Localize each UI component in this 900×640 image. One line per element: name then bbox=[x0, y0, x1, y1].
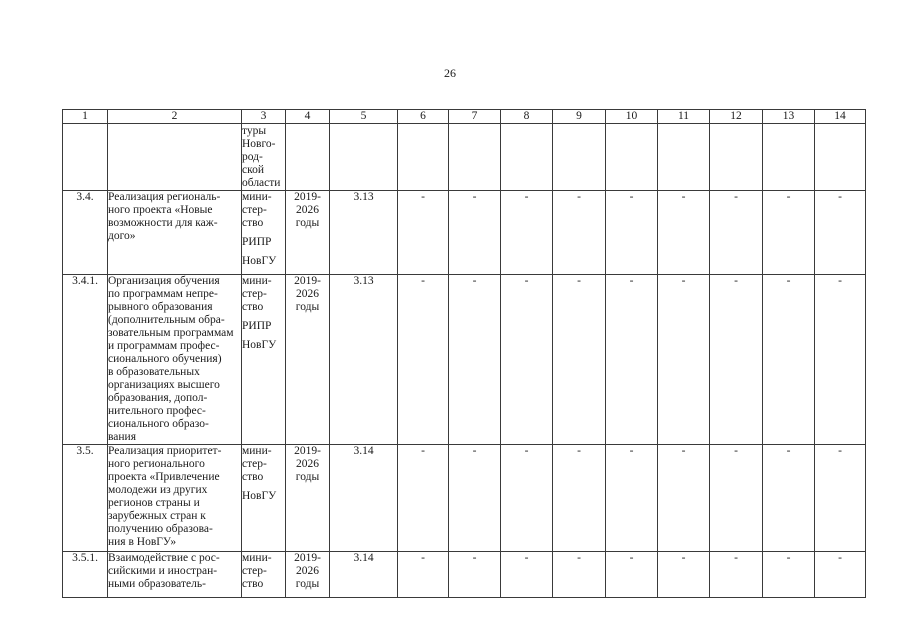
value-cell: - bbox=[815, 191, 866, 275]
empty-cell bbox=[658, 124, 710, 191]
period-line: 2019- bbox=[294, 552, 321, 564]
column-number-row bbox=[63, 110, 866, 124]
activity-name-line: зовательным программам bbox=[108, 327, 234, 339]
activity-name-line: получению образова- bbox=[108, 523, 213, 535]
period-line: 2026 bbox=[296, 565, 319, 577]
empty-cell bbox=[606, 124, 658, 191]
period-line: 2019- bbox=[294, 445, 321, 457]
value-cell: - bbox=[658, 445, 710, 552]
page-number: 26 bbox=[444, 66, 456, 80]
column-number-cell: 7 bbox=[449, 110, 501, 124]
period-line: годы bbox=[295, 217, 320, 229]
executor-line: РИПР bbox=[242, 320, 272, 332]
value-cell: - bbox=[658, 552, 710, 598]
column-number-cell: 4 bbox=[286, 110, 330, 124]
value-cell: - bbox=[501, 275, 553, 445]
period-cell bbox=[286, 445, 330, 552]
executor-line: ство bbox=[242, 471, 264, 483]
value-cell: - bbox=[763, 275, 815, 445]
value-cell: - bbox=[606, 445, 658, 552]
table-row bbox=[63, 275, 866, 445]
executor-cell bbox=[242, 275, 286, 445]
activity-name-line: ния в НовГУ» bbox=[108, 536, 177, 548]
empty-cell bbox=[330, 124, 398, 191]
activity-name-line: ного проекта «Новые bbox=[108, 204, 213, 216]
continued-text-line: род- bbox=[242, 151, 263, 163]
value-cell: - bbox=[398, 552, 449, 598]
executor-line: ство bbox=[242, 578, 264, 590]
value-cell: - bbox=[553, 275, 606, 445]
activity-name-line: регионов страны и bbox=[108, 497, 200, 509]
continued-text-line: туры bbox=[242, 125, 267, 137]
activity-name-line: Организация обучения bbox=[108, 275, 220, 287]
table-row bbox=[63, 552, 866, 598]
value-cell: - bbox=[815, 275, 866, 445]
column-number-cell: 2 bbox=[108, 110, 242, 124]
empty-cell bbox=[815, 124, 866, 191]
period-line: 2019- bbox=[294, 191, 321, 203]
activity-name-line: возможности для каж- bbox=[108, 217, 218, 229]
executor-line: мини- bbox=[242, 191, 272, 203]
activity-name-line: в образовательных bbox=[108, 366, 200, 378]
executor-line: стер- bbox=[242, 565, 267, 577]
empty-cell bbox=[501, 124, 553, 191]
value-cell: - bbox=[449, 445, 501, 552]
executor-cell bbox=[242, 191, 286, 275]
period-line: годы bbox=[295, 301, 320, 313]
column-number-cell: 9 bbox=[553, 110, 606, 124]
item-number: 3.4. bbox=[63, 191, 108, 275]
executor-line: мини- bbox=[242, 552, 272, 564]
value-cell: - bbox=[501, 552, 553, 598]
value-cell: - bbox=[606, 191, 658, 275]
period-line: 2026 bbox=[296, 204, 319, 216]
value-cell: - bbox=[658, 191, 710, 275]
column-number-cell: 14 bbox=[815, 110, 866, 124]
item-number: 3.4.1. bbox=[63, 275, 108, 445]
activity-name-line: образования, допол- bbox=[108, 392, 208, 404]
activity-name-line: молодежи из других bbox=[108, 484, 208, 496]
empty-cell bbox=[108, 124, 242, 191]
value-cell: - bbox=[710, 445, 763, 552]
executor-line: мини- bbox=[242, 445, 272, 457]
activity-name-cell bbox=[108, 552, 242, 598]
value-cell: - bbox=[398, 275, 449, 445]
period-line: годы bbox=[295, 471, 320, 483]
period-line: 2019- bbox=[294, 275, 321, 287]
activity-name-line: сионального обучения) bbox=[108, 353, 222, 365]
empty-cell bbox=[63, 124, 108, 191]
activity-name-line: дого» bbox=[108, 230, 136, 242]
value-cell: - bbox=[501, 445, 553, 552]
executor-line: НовГУ bbox=[242, 339, 277, 351]
value-cell: - bbox=[398, 191, 449, 275]
continued-text-line: Новго- bbox=[242, 138, 276, 150]
activity-plan-table bbox=[62, 109, 866, 598]
continuation-row bbox=[63, 124, 866, 191]
value-cell: - bbox=[606, 275, 658, 445]
empty-cell bbox=[763, 124, 815, 191]
activity-name-line: Взаимодействие с рос- bbox=[108, 552, 220, 564]
activity-name-cell bbox=[108, 445, 242, 552]
executor-line: стер- bbox=[242, 204, 267, 216]
empty-cell bbox=[286, 124, 330, 191]
executor-cell bbox=[242, 552, 286, 598]
item-number: 3.5. bbox=[63, 445, 108, 552]
value-cell: - bbox=[449, 552, 501, 598]
column-number-cell: 11 bbox=[658, 110, 710, 124]
period-cell bbox=[286, 552, 330, 598]
indicator-cell: 3.14 bbox=[330, 552, 398, 598]
activity-name-line: организациях высшего bbox=[108, 379, 220, 391]
value-cell: - bbox=[710, 191, 763, 275]
value-cell: - bbox=[710, 275, 763, 445]
value-cell: - bbox=[606, 552, 658, 598]
value-cell: - bbox=[501, 191, 553, 275]
item-number: 3.5.1. bbox=[63, 552, 108, 598]
column-number-cell: 6 bbox=[398, 110, 449, 124]
column-number-cell: 3 bbox=[242, 110, 286, 124]
activity-name-line: вания bbox=[108, 431, 136, 443]
column-number-cell: 8 bbox=[501, 110, 553, 124]
empty-cell bbox=[398, 124, 449, 191]
value-cell: - bbox=[815, 445, 866, 552]
column-number-cell: 1 bbox=[63, 110, 108, 124]
period-line: 2026 bbox=[296, 458, 319, 470]
activity-name-line: Реализация приоритет- bbox=[108, 445, 222, 457]
indicator-cell: 3.13 bbox=[330, 191, 398, 275]
period-cell bbox=[286, 275, 330, 445]
executor-line: ство bbox=[242, 301, 264, 313]
executor-cell bbox=[242, 445, 286, 552]
executor-line: НовГУ bbox=[242, 490, 277, 502]
value-cell: - bbox=[763, 552, 815, 598]
activity-name-line: Реализация региональ- bbox=[108, 191, 221, 203]
value-cell: - bbox=[553, 552, 606, 598]
executor-line: стер- bbox=[242, 458, 267, 470]
value-cell: - bbox=[815, 552, 866, 598]
value-cell: - bbox=[710, 552, 763, 598]
activity-name-cell bbox=[108, 191, 242, 275]
indicator-cell: 3.14 bbox=[330, 445, 398, 552]
activity-name-line: зарубежных стран к bbox=[108, 510, 206, 522]
empty-cell bbox=[553, 124, 606, 191]
value-cell: - bbox=[449, 191, 501, 275]
table-row bbox=[63, 191, 866, 275]
period-line: 2026 bbox=[296, 288, 319, 300]
period-cell bbox=[286, 191, 330, 275]
value-cell: - bbox=[553, 191, 606, 275]
activity-name-line: сионального образо- bbox=[108, 418, 209, 430]
continued-text-line: области bbox=[242, 177, 281, 189]
value-cell: - bbox=[449, 275, 501, 445]
period-line: годы bbox=[295, 578, 320, 590]
executor-line: ство bbox=[242, 217, 264, 229]
column-number-cell: 13 bbox=[763, 110, 815, 124]
value-cell: - bbox=[658, 275, 710, 445]
table-row bbox=[63, 445, 866, 552]
activity-name-line: нительного профес- bbox=[108, 405, 206, 417]
activity-name-line: по программам непре- bbox=[108, 288, 218, 300]
column-number-cell: 10 bbox=[606, 110, 658, 124]
value-cell: - bbox=[763, 191, 815, 275]
executor-line: НовГУ bbox=[242, 255, 277, 267]
empty-cell bbox=[710, 124, 763, 191]
executor-line: РИПР bbox=[242, 236, 272, 248]
column-number-cell: 5 bbox=[330, 110, 398, 124]
activity-name-line: ными образователь- bbox=[108, 578, 206, 590]
indicator-cell: 3.13 bbox=[330, 275, 398, 445]
activity-name-line: сийскими и иностран- bbox=[108, 565, 218, 577]
value-cell: - bbox=[763, 445, 815, 552]
continued-text-line: ской bbox=[242, 164, 265, 176]
empty-cell bbox=[449, 124, 501, 191]
column-number-cell: 12 bbox=[710, 110, 763, 124]
executor-line: мини- bbox=[242, 275, 272, 287]
continued-executor-cell bbox=[242, 124, 286, 191]
activity-name-line: рывного образования bbox=[108, 301, 213, 313]
activity-name-cell bbox=[108, 275, 242, 445]
activity-name-line: проекта «Привлечение bbox=[108, 471, 220, 483]
activity-name-line: и программам профес- bbox=[108, 340, 220, 352]
value-cell: - bbox=[398, 445, 449, 552]
activity-name-line: ного регионального bbox=[108, 458, 205, 470]
value-cell: - bbox=[553, 445, 606, 552]
activity-name-line: (дополнительным обра- bbox=[108, 314, 225, 326]
executor-line: стер- bbox=[242, 288, 267, 300]
